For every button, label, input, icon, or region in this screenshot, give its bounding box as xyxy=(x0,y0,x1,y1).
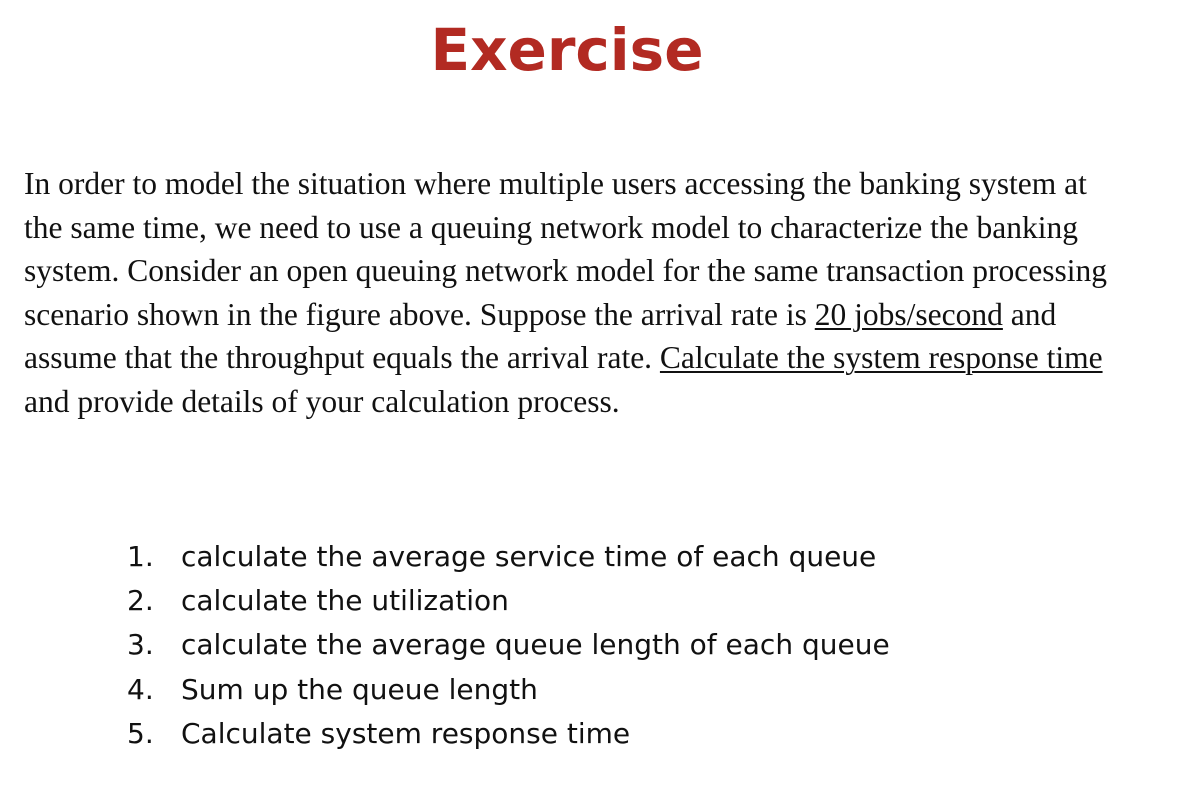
steps-list xyxy=(127,535,1027,756)
list-item xyxy=(127,579,1027,623)
step-text: Calculate system response time xyxy=(181,716,631,750)
step-number: 3. xyxy=(127,628,154,662)
list-item xyxy=(127,668,1027,712)
list-item xyxy=(127,623,1027,667)
description-text-1: In order to model the situation where multiple users accessing the banking system at the same time, we need to use a queuing network model to characterize the banking system. Consider an open queuing network model for the same transaction processing scenario shown in the figure above. Suppose the arrival rate is xyxy=(24,166,1107,332)
step-number: 1. xyxy=(127,540,154,573)
step-number: 5. xyxy=(127,716,154,750)
arrival-rate-text: 20 jobs/second xyxy=(814,296,1003,332)
list-item xyxy=(127,535,1027,579)
description-text-2: and assume that the throughput equals the arrival rate. xyxy=(24,296,1057,376)
description-text-3: and provide details of your calculation process. xyxy=(24,383,620,419)
step-number: 2. xyxy=(127,584,154,618)
step-text: Sum up the queue length xyxy=(181,672,538,706)
list-item xyxy=(127,712,1027,756)
step-number: 4. xyxy=(127,672,154,706)
slide-title: Exercise xyxy=(430,16,704,84)
step-text: calculate the average queue length of each queue xyxy=(181,628,890,662)
task-text: Calculate the system response time xyxy=(659,340,1103,376)
step-text: calculate the utilization xyxy=(181,584,509,618)
step-text: calculate the average service time of each queue xyxy=(181,540,877,573)
exercise-description xyxy=(24,162,1114,424)
